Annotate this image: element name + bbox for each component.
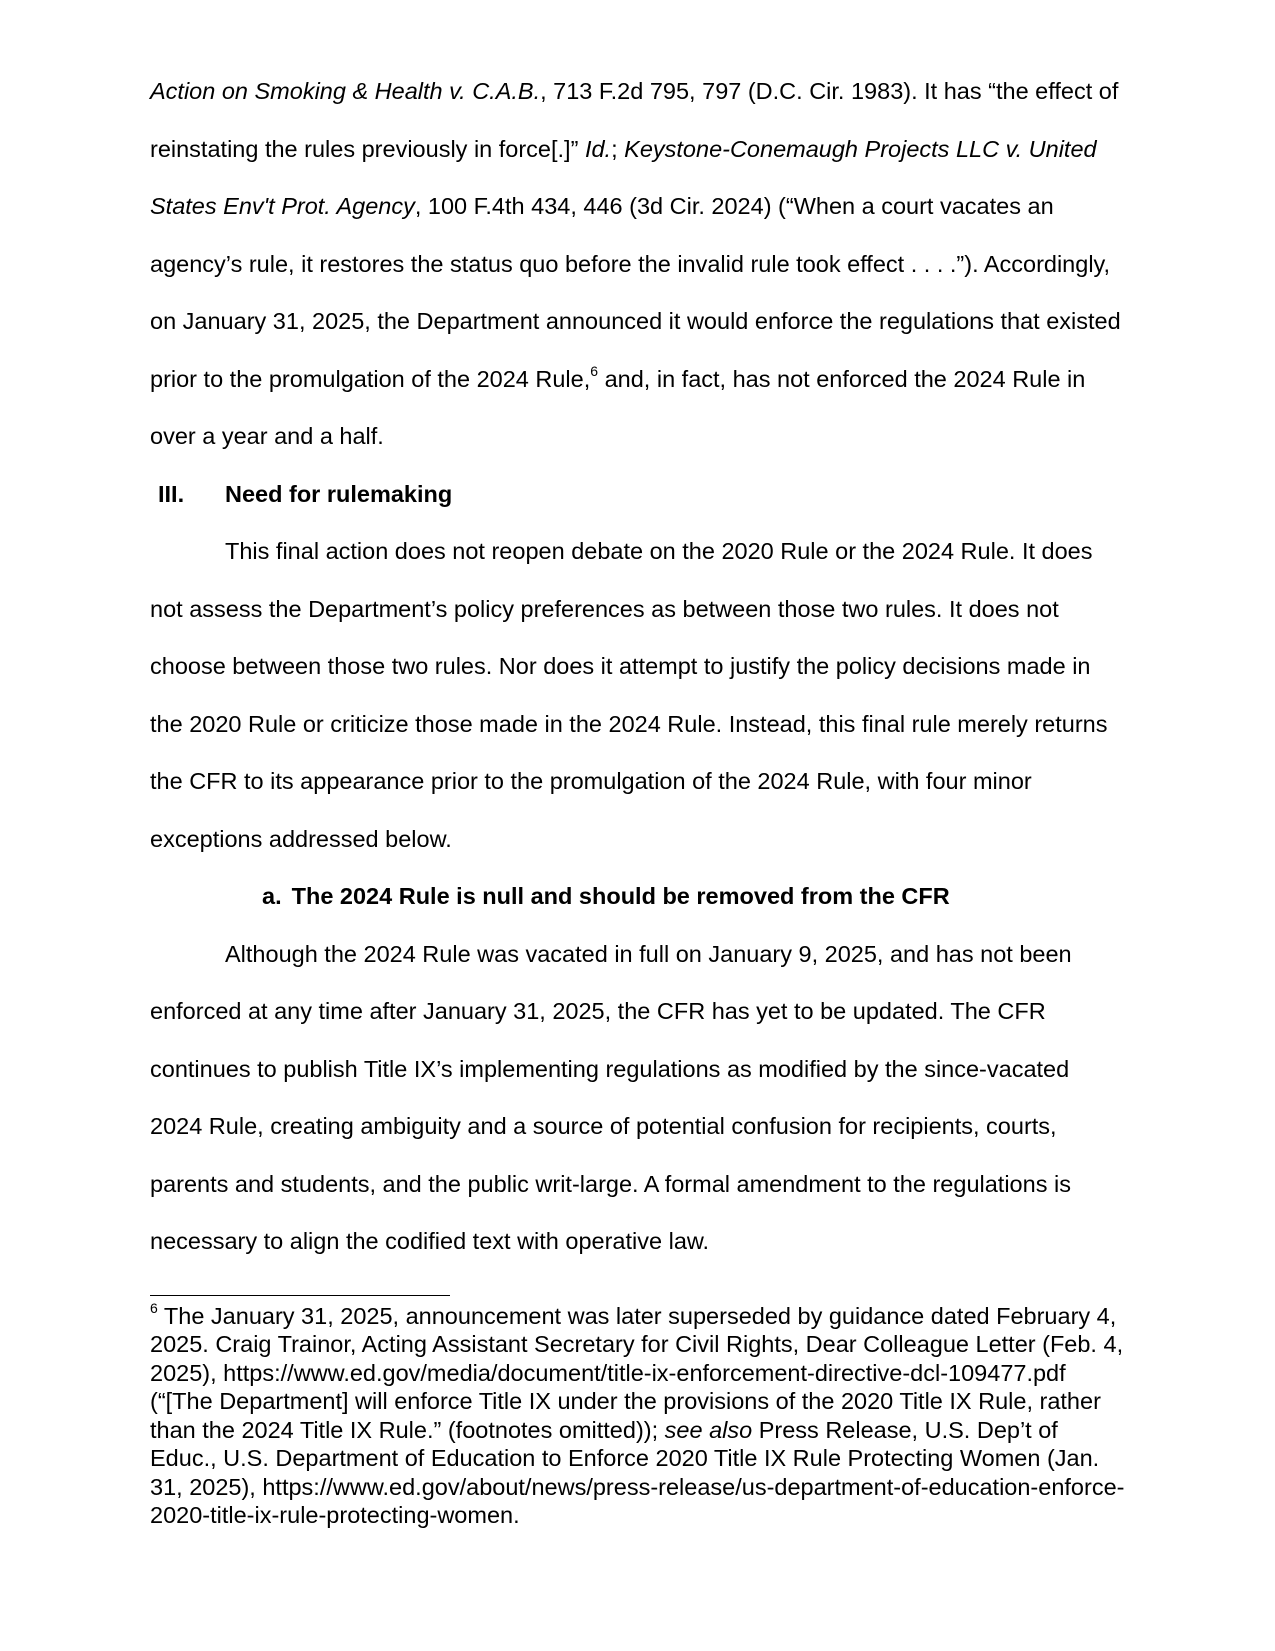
id-citation: Id.	[584, 135, 612, 162]
subsection-paragraph: Although the 2024 Rule was vacated in full on January 9, 2025, and has not been enforced at any time after January 31, 2025, the CFR has yet to be updated. The CFR continues to publish Title IX’s implementing regulations as modified by the since-vacated 2024 Rule, creating ambiguity and a source of potential confusion for recipients, courts, parents and students, and the public writ-large. A formal amendment to the regulations is necessary to align the codified text with operative law.	[150, 940, 1072, 1254]
footnote-number: 6	[150, 1299, 158, 1316]
case-citation-keystone: Keystone-Conemaugh Projects LLC v. United States Env't Prot. Agency	[150, 135, 1097, 219]
paragraph-text: , 100 F.4th 434, 446 (3d Cir. 2024) (“When a court vacates an agency’s rule, it restores the status quo before the invalid rule took effect . . . .”). Accordingly, on January 31, 2025, the Department announced it would enforce the regulations that existed prior to the promulgation of the 2024 Rule,	[150, 193, 1121, 392]
footnote-separator	[150, 1295, 450, 1296]
paragraph-continued	[150, 63, 1125, 466]
paragraph-text: and, in fact, has not enforced the 2024 Rule in over a year and a half.	[150, 365, 1086, 449]
subsection-letter: a.	[262, 883, 282, 909]
separator: ;	[611, 135, 625, 162]
footnote-reference[interactable]: 6	[590, 362, 599, 379]
paragraph-text: , 713 F.2d 795, 797 (D.C. Cir. 1983). It has “the effect of reinstating the rules previously in force[.]”	[150, 78, 1119, 162]
document-page	[150, 63, 1125, 1530]
footnote-text: The January 31, 2025, announcement was later superseded by guidance dated February 4, 2025. Craig Trainor, Acting Assistant Secretary for Civil Rights, Dear Colleague Letter (Feb. 4, 2025), https://www.ed.gov/media/document/title-ix-enforcement-directive-dcl-109477.pdf (“[The Department] will enforce Title IX under the provisions of the 2020 Title IX Rule, rather than the 2024 Title IX Rule.” (footnotes omitted));	[150, 1302, 1124, 1443]
subsection-title: The 2024 Rule is null and should be removed from the CFR	[291, 883, 950, 909]
signal-see-also: see also	[664, 1416, 753, 1443]
case-citation-action-on-smoking: Action on Smoking & Health v. C.A.B.	[150, 78, 541, 104]
footnote	[150, 1299, 1125, 1530]
subsection-heading	[150, 868, 1125, 926]
section-number: III.	[158, 480, 185, 507]
section-title: Need for rulemaking	[225, 480, 453, 507]
section-paragraph: This final action does not reopen debate on the 2020 Rule or the 2024 Rule. It does not assess the Department’s policy preferences as between those two rules. It does not choose between those two rules. Nor does it attempt to justify the policy decisions made in the 2020 Rule or criticize those made in the 2024 Rule. Instead, this final rule merely returns the CFR to its appearance prior to the promulgation of the 2024 Rule, with four minor exceptions addressed below.	[150, 538, 1108, 852]
section-heading	[150, 466, 1125, 524]
footnote-text: Press Release, U.S. Dep’t of Educ., U.S. Department of Education to Enforce 2020 Title IX Rule Protecting Women (Jan. 31, 2025), https://www.ed.gov/about/news/press-release/us-department-of-education-enforce-2020-title-ix-rule-protecting-women.	[150, 1416, 1125, 1528]
